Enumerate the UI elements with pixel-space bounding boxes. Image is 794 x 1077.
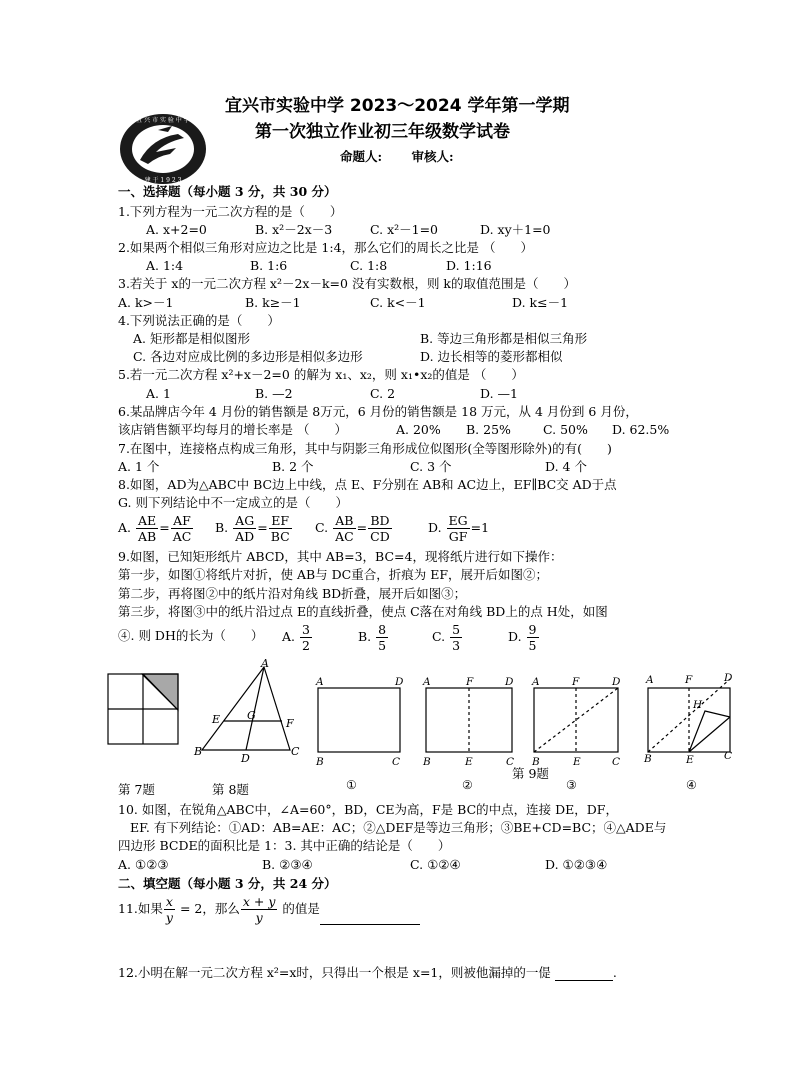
fig3-label-c: C (612, 756, 621, 768)
q8-label-b: B (194, 745, 203, 758)
q4-option-a: A. 矩形都是相似图形 (133, 331, 250, 346)
q8-label-c: C (291, 745, 300, 758)
section1-heading: 一、选择题（每小题 3 分，共 30 分） (118, 184, 337, 199)
fig4-label-a: A (646, 674, 654, 686)
q3-option-c: C. k<－1 (370, 295, 426, 310)
fig2-label-b: B (423, 756, 431, 768)
fig2-label-d: D (505, 676, 514, 688)
q12-answer-blank[interactable] (555, 964, 613, 981)
q6-option-d: D. 62.5% (612, 422, 670, 437)
q8-label-f: F (286, 717, 294, 730)
q5-stem: 5.若一元二次方程 x²+x－2=0 的解为 x₁、x₂，则 x₁•x₂的值是 （ ） (118, 367, 524, 382)
q2-option-b: B. 1:6 (250, 258, 288, 273)
q9-line3: 第二步，再将图②中的纸片沿对角线 BD折叠，展开后如图③； (118, 586, 467, 601)
q9-option-d: D. $\frac{9}{5}$ (508, 622, 537, 653)
q11-answer-blank[interactable] (320, 908, 420, 925)
section2-heading: 二、填空题（每小题 3 分，共 24 分） (118, 876, 337, 891)
fig2-label-a: A (423, 676, 431, 688)
q9-option-b: B. $\frac{8}{5}$ (358, 622, 387, 653)
fig1-label-c: C (392, 756, 401, 768)
q7-stem: 7.在图中，连接格点构成三角形，其中与阴影三角形成位似图形(全等图形除外)的有( ) (118, 441, 612, 456)
q8-triangle-figure (202, 667, 290, 750)
q10-option-c: C. ①②④ (410, 857, 461, 872)
q9-figure-caption: 第 9题 (512, 766, 549, 781)
fig-num-3: ③ (566, 778, 577, 790)
q7-grid-figure (108, 674, 178, 744)
q10-line3: 四边形 BCDE的面积比是 1：3. 其中正确的结论是（ ） (118, 838, 451, 853)
q2-option-d: D. 1:16 (446, 258, 492, 273)
q8-label-e: E (212, 713, 221, 726)
fig4-label-b: B (644, 753, 652, 765)
q8-figure-caption: 第 8题 (212, 782, 249, 797)
fig-num-4: ④ (686, 778, 697, 790)
q1-option-c: C. x²－1=0 (370, 222, 439, 237)
fig1-label-d: D (395, 676, 404, 688)
q7-option-b: B. 2 个 (272, 459, 314, 474)
q9-line2: 第一步，如图①将纸片对折，使 AB与 DC重合，折痕为 EF，展开后如图②； (118, 567, 549, 582)
q7-option-d: D. 4 个 (545, 459, 587, 474)
q6-option-b: B. 25% (466, 422, 511, 437)
q3-stem: 3.若关于 x的一元二次方程 x²－2x－k=0 没有实数根，则 k的取值范围是（ ） (118, 276, 577, 291)
q2-stem: 2.如果两个相似三角形对应边之比是 1:4，那么它们的周长之比是 （ ） (118, 240, 533, 255)
school-seal-logo (118, 112, 208, 186)
fig4-label-d: D (724, 672, 733, 684)
q3-option-b: B. k≥－1 (245, 295, 301, 310)
fig3-label-e: E (573, 756, 581, 768)
q2-option-a: A. 1:4 (146, 258, 184, 273)
q10-option-b: B. ②③④ (262, 857, 313, 872)
q9-line1: 9.如图，已知矩形纸片 ABCD，其中 AB=3，BC=4，现将纸片进行如下操作： (118, 549, 563, 564)
q8-option-a: A. $\frac{AE}{AB}$ = $\frac{AF}{AC}$ (118, 513, 192, 544)
q10-option-d: D. ①②③④ (545, 857, 608, 872)
q6-line2: 该店销售额平均每月的增长率是 （ ） (118, 422, 347, 437)
q6-option-c: C. 50% (543, 422, 588, 437)
q9-line5: ④. 则 DH的长为（ ） (118, 628, 264, 643)
q3-option-d: D. k≤－1 (512, 295, 569, 310)
q10-line1: 10. 如图，在锐角△ABC中，∠A=60°，BD，CE为高，F是 BC的中点，连接 DE，DF， (118, 802, 618, 817)
q5-option-c: C. 2 (370, 386, 396, 401)
q8-line1: 8.如图，AD为△ABC中 BC边上中线，点 E、F分别在 AB和 AC边上，EF∥BC交 AD于点 (118, 477, 617, 492)
fig3-label-a: A (532, 676, 540, 688)
q10-option-a: A. ①②③ (118, 857, 169, 872)
q5-option-b: B. —2 (255, 386, 293, 401)
fig2-label-e: E (465, 756, 473, 768)
fig3-label-b: B (532, 756, 540, 768)
fig3-label-f: F (572, 676, 580, 688)
q6-option-a: A. 20% (396, 422, 441, 437)
q1-option-a: A. x+2=0 (146, 222, 207, 237)
q9-option-a: A. $\frac{3}{2}$ (282, 622, 310, 653)
q7-figure-caption: 第 7题 (118, 782, 155, 797)
q1-stem: 1.下列方程为一元二次方程的是（ ） (118, 204, 343, 219)
fig3-label-d: D (612, 676, 621, 688)
q4-stem: 4.下列说法正确的是（ ） (118, 313, 280, 328)
fig4-label-e: E (686, 754, 694, 766)
q4-option-d: D. 边长相等的菱形都相似 (420, 349, 563, 364)
fig2-label-f: F (466, 676, 474, 688)
fig4-label-f: F (685, 674, 693, 686)
exam-title-line2: 第一次独立作业初三年级数学试卷 (255, 122, 510, 142)
q8-label-d: D (241, 752, 250, 765)
exam-authors: 命题人: 审核人: (340, 149, 454, 164)
q2-option-c: C. 1:8 (350, 258, 388, 273)
fig-num-2: ② (462, 778, 473, 790)
q10-line2: EF. 有下列结论：①AD：AB=AE：AC；②△DEF是等边三角形；③BE+CD=BC；④△ADE与 (130, 820, 667, 835)
q5-option-a: A. 1 (146, 386, 171, 401)
fig4-label-h: H (693, 699, 703, 711)
q5-option-d: D. —1 (480, 386, 518, 401)
fig2-label-c: C (506, 756, 515, 768)
q12: 12.小明在解一元二次方程 x²=x时，只得出一个根是 x=1，则被他漏掉的一偍 . (118, 965, 617, 980)
q8-option-d: D. $\frac{EG}{GF}$ =1 (428, 513, 490, 544)
q1-option-b: B. x²－2x－3 (255, 222, 333, 237)
svg-text:宜 兴 市 实 验 中 学: 宜 兴 市 实 验 中 学 (136, 117, 190, 124)
q8-option-b: B. $\frac{AG}{AD}$ = $\frac{EF}{BC}$ (215, 513, 290, 544)
fig4-label-c: C (724, 750, 733, 762)
q8-line2: G. 则下列结论中不一定成立的是（ ） (118, 495, 348, 510)
q11: 11.如果 $\frac{x}{y}$ = 2，那么 $\frac{x + y}{y}$ 的值是 (118, 894, 420, 925)
q8-label-a: A (261, 657, 269, 670)
q4-option-b: B. 等边三角形都是相似三角形 (420, 331, 588, 346)
q1-option-d: D. xy＋1=0 (480, 222, 551, 237)
fig1-label-a: A (316, 676, 324, 688)
exam-title-line1: 宜兴市实验中学 2023～2024 学年第一学期 (225, 96, 570, 116)
svg-text:建 于 1 9 2 3: 建 于 1 9 2 3 (144, 177, 182, 184)
fig1-label-b: B (316, 756, 324, 768)
q3-option-a: A. k>－1 (118, 295, 174, 310)
q8-label-g: G (247, 709, 256, 722)
q8-option-c: C. $\frac{AB}{AC}$ = $\frac{BD}{CD}$ (315, 513, 390, 544)
q4-option-c: C. 各边对应成比例的多边形是相似多边形 (133, 349, 363, 364)
q9-option-c: C. $\frac{5}{3}$ (432, 622, 461, 653)
fig-num-1: ① (346, 778, 357, 790)
q7-option-a: A. 1 个 (118, 459, 160, 474)
q7-option-c: C. 3 个 (410, 459, 452, 474)
q6-line1: 6.某品牌店今年 4 月份的销售额是 8万元，6 月份的销售额是 18 万元，从 4 月份到 6 月份， (118, 404, 638, 419)
figures-row (100, 655, 760, 790)
q9-line4: 第三步，将图③中的纸片沿过点 E的直线折叠，使点 C落在对角线 BD上的点 H处，如图 (118, 604, 608, 619)
